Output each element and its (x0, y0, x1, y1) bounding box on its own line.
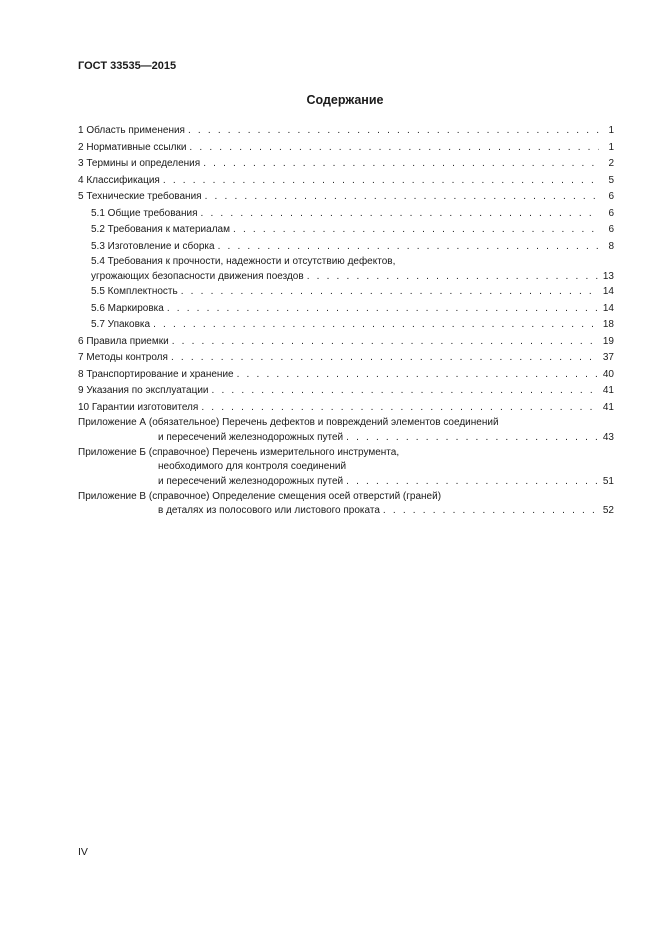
leader-dots (171, 350, 599, 367)
toc-entry-page: 43 (602, 432, 614, 443)
toc-subentry[interactable] (78, 317, 614, 334)
table-of-contents (78, 123, 614, 518)
leader-dots (346, 430, 599, 446)
toc-entry[interactable] (78, 334, 614, 351)
toc-appendix[interactable] (78, 430, 614, 446)
toc-entry-page: 37 (602, 352, 614, 363)
leader-dots (163, 173, 599, 190)
toc-entry-page: 18 (602, 319, 614, 330)
leader-dots (153, 317, 599, 334)
leader-dots (233, 222, 599, 239)
toc-entry-label: 2 Нормативные ссылки (78, 141, 187, 153)
leader-dots (203, 156, 599, 173)
toc-appendix-line[interactable] (78, 446, 614, 460)
page-title: Содержание (306, 93, 384, 107)
leader-dots (189, 140, 599, 157)
toc-entry[interactable] (78, 189, 614, 206)
toc-entry-label: 5.3 Изготовление и сборка (91, 240, 215, 252)
toc-entry-label: 5 Технические требования (78, 191, 202, 202)
toc-entry-label: 4 Классификация (78, 174, 160, 186)
toc-entry-label: 8 Транспортирование и хранение (78, 368, 234, 380)
toc-entry-page: 8 (608, 240, 614, 252)
toc-entry-label-line1: 5.4 Требования к прочности, надежности и отсутствию дефектов, (91, 256, 396, 267)
leader-dots (201, 400, 599, 417)
toc-entry-page: 41 (602, 385, 614, 396)
toc-entry-label-line2: необходимого для контроля соединений (158, 461, 347, 472)
leader-dots (167, 301, 599, 318)
toc-entry-label: угрожающих безопасности движения поездов (91, 271, 304, 282)
toc-appendix-line[interactable] (78, 490, 614, 504)
toc-entry[interactable] (78, 123, 614, 140)
toc-entry-page: 6 (608, 207, 614, 219)
toc-entry-page: 51 (602, 476, 614, 487)
leader-dots (188, 123, 599, 140)
toc-subentry[interactable] (78, 239, 614, 256)
toc-entry-label: 9 Указания по эксплуатации (78, 385, 209, 396)
toc-entry-page: 40 (602, 368, 614, 380)
toc-entry-page: 1 (608, 141, 614, 153)
toc-entry-label: 5.2 Требования к материалам (91, 224, 230, 235)
leader-dots (237, 367, 599, 384)
toc-entry[interactable] (78, 140, 614, 157)
leader-dots (212, 383, 600, 400)
toc-entry[interactable] (78, 173, 614, 190)
toc-entry-page: 6 (608, 224, 614, 235)
leader-dots (346, 474, 599, 490)
toc-entry-page: 14 (602, 302, 614, 314)
toc-entry[interactable] (78, 350, 614, 367)
toc-subentry[interactable] (78, 206, 614, 223)
toc-entry-page: 2 (608, 158, 614, 169)
toc-entry-page: 41 (602, 401, 614, 413)
toc-entry-label: 5.6 Маркировка (91, 302, 164, 314)
toc-entry-label-line1: Приложение Б (справочное) Перечень измерительного инструмента, (78, 447, 400, 458)
toc-subentry-line[interactable] (78, 255, 614, 269)
toc-entry-label: 7 Методы контроля (78, 352, 168, 363)
document-id: ГОСТ 33535—2015 (78, 60, 177, 72)
toc-entry-label: 3 Термины и определения (78, 158, 201, 169)
leader-dots (201, 206, 599, 223)
leader-dots (205, 189, 599, 206)
toc-entry-label: 5.1 Общие требования (91, 207, 198, 219)
toc-entry-label: и пересечений железнодорожных путей (158, 476, 344, 487)
toc-entry-label: в деталях из полосового или листового проката (158, 505, 380, 516)
leader-dots (307, 269, 599, 284)
toc-entry-label-line1: Приложение А (обязательное) Перечень дефектов и повреждений элементов соединений (78, 417, 499, 428)
toc-appendix-line[interactable] (78, 460, 614, 474)
toc-entry-page: 19 (602, 335, 614, 347)
toc-entry[interactable] (78, 367, 614, 384)
toc-entry-label: 5.5 Комплектность (91, 286, 178, 297)
page-number: IV (78, 846, 88, 858)
toc-entry-label: 1 Область применения (78, 125, 185, 136)
leader-dots (383, 504, 599, 518)
toc-entry[interactable] (78, 156, 614, 173)
toc-entry-label: 5.7 Упаковка (91, 319, 151, 330)
toc-appendix-line[interactable] (78, 416, 614, 430)
toc-subentry[interactable] (78, 284, 614, 301)
toc-subentry[interactable] (78, 269, 614, 284)
toc-entry-label: 10 Гарантии изготовителя (78, 401, 199, 413)
toc-entry-page: 5 (608, 174, 614, 186)
leader-dots (218, 239, 599, 256)
toc-entry-page: 52 (602, 505, 614, 516)
leader-dots (181, 284, 599, 301)
toc-entry-page: 13 (602, 271, 614, 282)
toc-appendix[interactable] (78, 504, 614, 518)
toc-entry-page: 1 (608, 125, 614, 136)
toc-entry-page: 14 (602, 286, 614, 297)
toc-appendix[interactable] (78, 474, 614, 490)
leader-dots (172, 334, 599, 351)
toc-entry-label: 6 Правила приемки (78, 335, 169, 347)
toc-subentry[interactable] (78, 222, 614, 239)
toc-entry-page: 6 (608, 191, 614, 202)
toc-entry-label: и пересечений железнодорожных путей (158, 432, 344, 443)
toc-entry[interactable] (78, 400, 614, 417)
toc-entry-label-line1: Приложение В (справочное) Определение смещения осей отверстий (граней) (78, 491, 442, 502)
toc-entry[interactable] (78, 383, 614, 400)
toc-subentry[interactable] (78, 301, 614, 318)
